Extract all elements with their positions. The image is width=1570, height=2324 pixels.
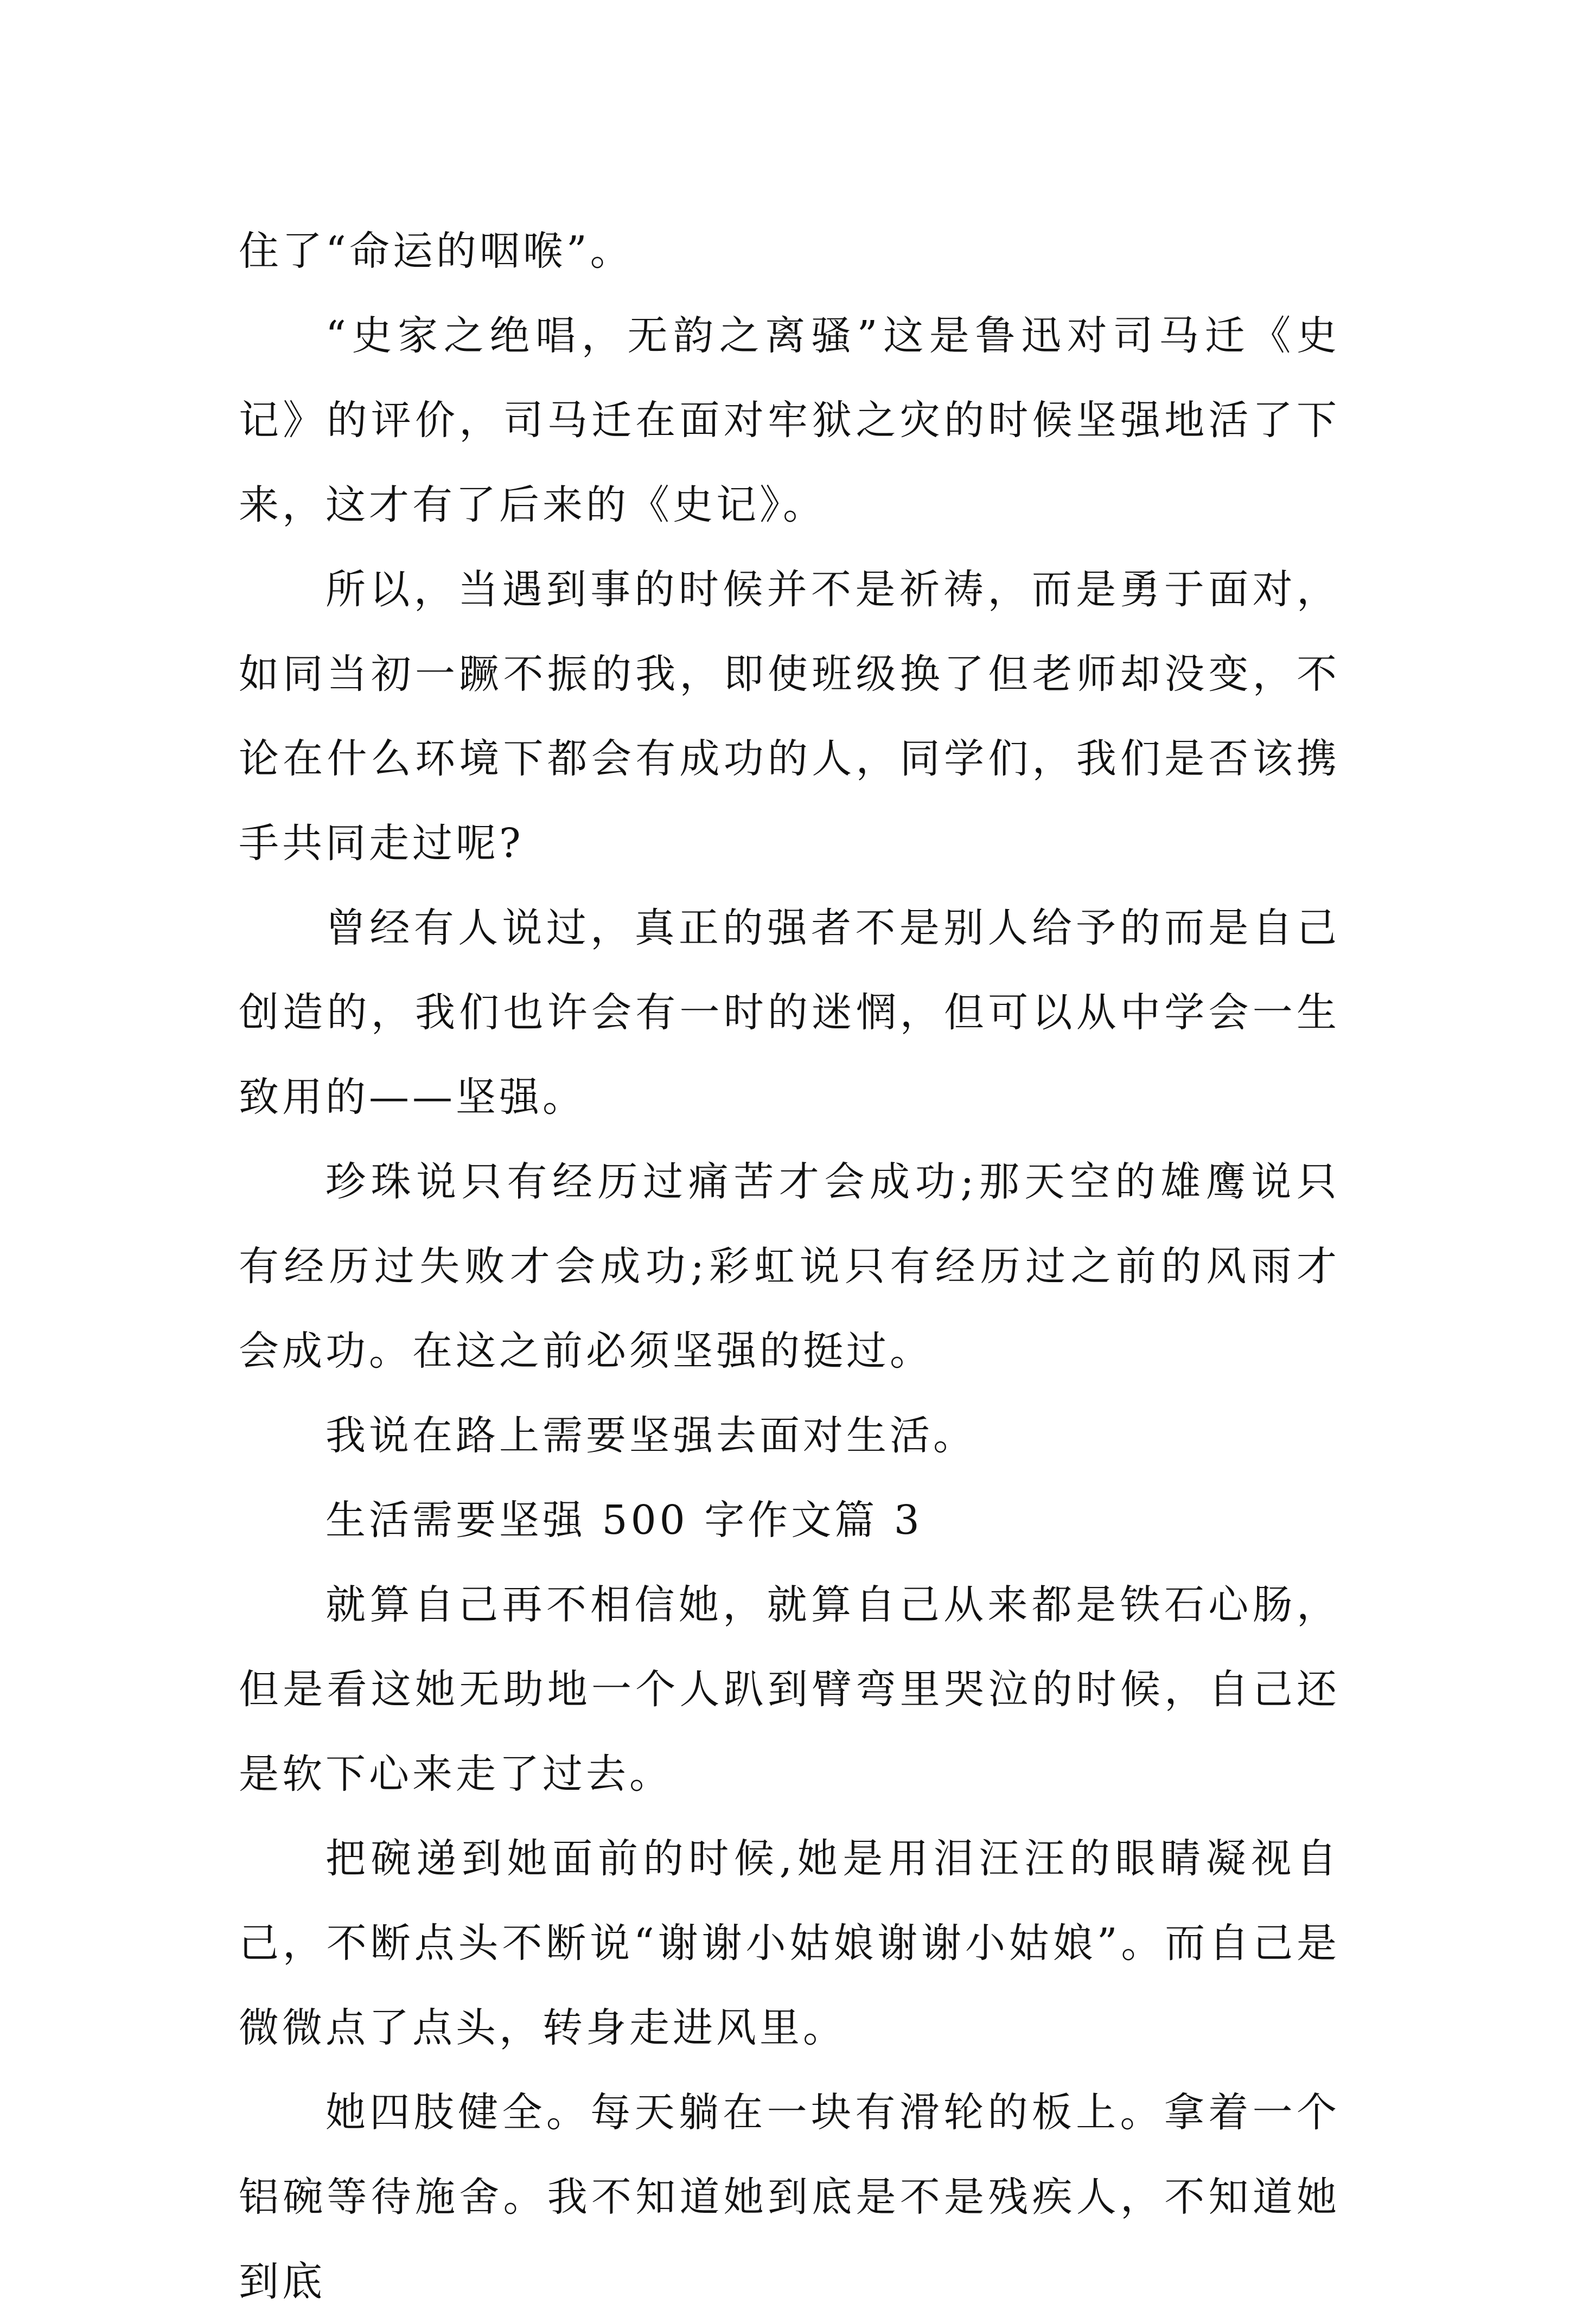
paragraph-4: 曾经有人说过，真正的强者不是别人给予的而是自己创造的，我们也许会有一时的迷惘，但可以从中学会一生致用的——坚强。: [239, 905, 1340, 1121]
paragraph-9: 把碗递到她面前的时候,她是用泪汪汪的眼睛凝视自己，不断点头不断说“谢谢小姑娘谢谢小姑娘”。而自己是微微点了点头，转身走进风里。: [239, 1835, 1340, 2051]
paragraph-3: 所以，当遇到事的时候并不是祈祷，而是勇于面对，如同当初一蹶不振的我，即使班级换了但老师却没变，不论在什么环境下都会有成功的人，同学们，我们是否该携手共同走过呢?: [239, 566, 1340, 867]
paragraph-6: 我说在路上需要坚强去面对生活。: [326, 1412, 977, 1459]
paragraph-1: 住了“命运的咽喉”。: [239, 228, 634, 274]
paragraph-10: 她四肢健全。每天躺在一块有滑轮的板上。拿着一个铝碗等待施舍。我不知道她到底是不是残疾人，不知道她到底: [239, 2089, 1340, 2305]
document-body: [239, 209, 1340, 2324]
paragraph-8: 就算自己再不相信她，就算自己从来都是铁石心肠，但是看这她无助地一个人趴到臂弯里哭泣的时候，自己还是软下心来走了过去。: [239, 1582, 1340, 1797]
section-heading: 生活需要坚强 500 字作文篇 3: [326, 1497, 923, 1544]
paragraph-2: “史家之绝唱，无韵之离骚”这是鲁迅对司马迁《史记》的评价，司马迁在面对牢狱之灾的时候坚强地活了下来，这才有了后来的《史记》。: [239, 312, 1340, 528]
paragraph-5: 珍珠说只有经历过痛苦才会成功;那天空的雄鹰说只有经历过失败才会成功;彩虹说只有经历过之前的风雨才会成功。在这之前必须坚强的挺过。: [239, 1158, 1340, 1374]
